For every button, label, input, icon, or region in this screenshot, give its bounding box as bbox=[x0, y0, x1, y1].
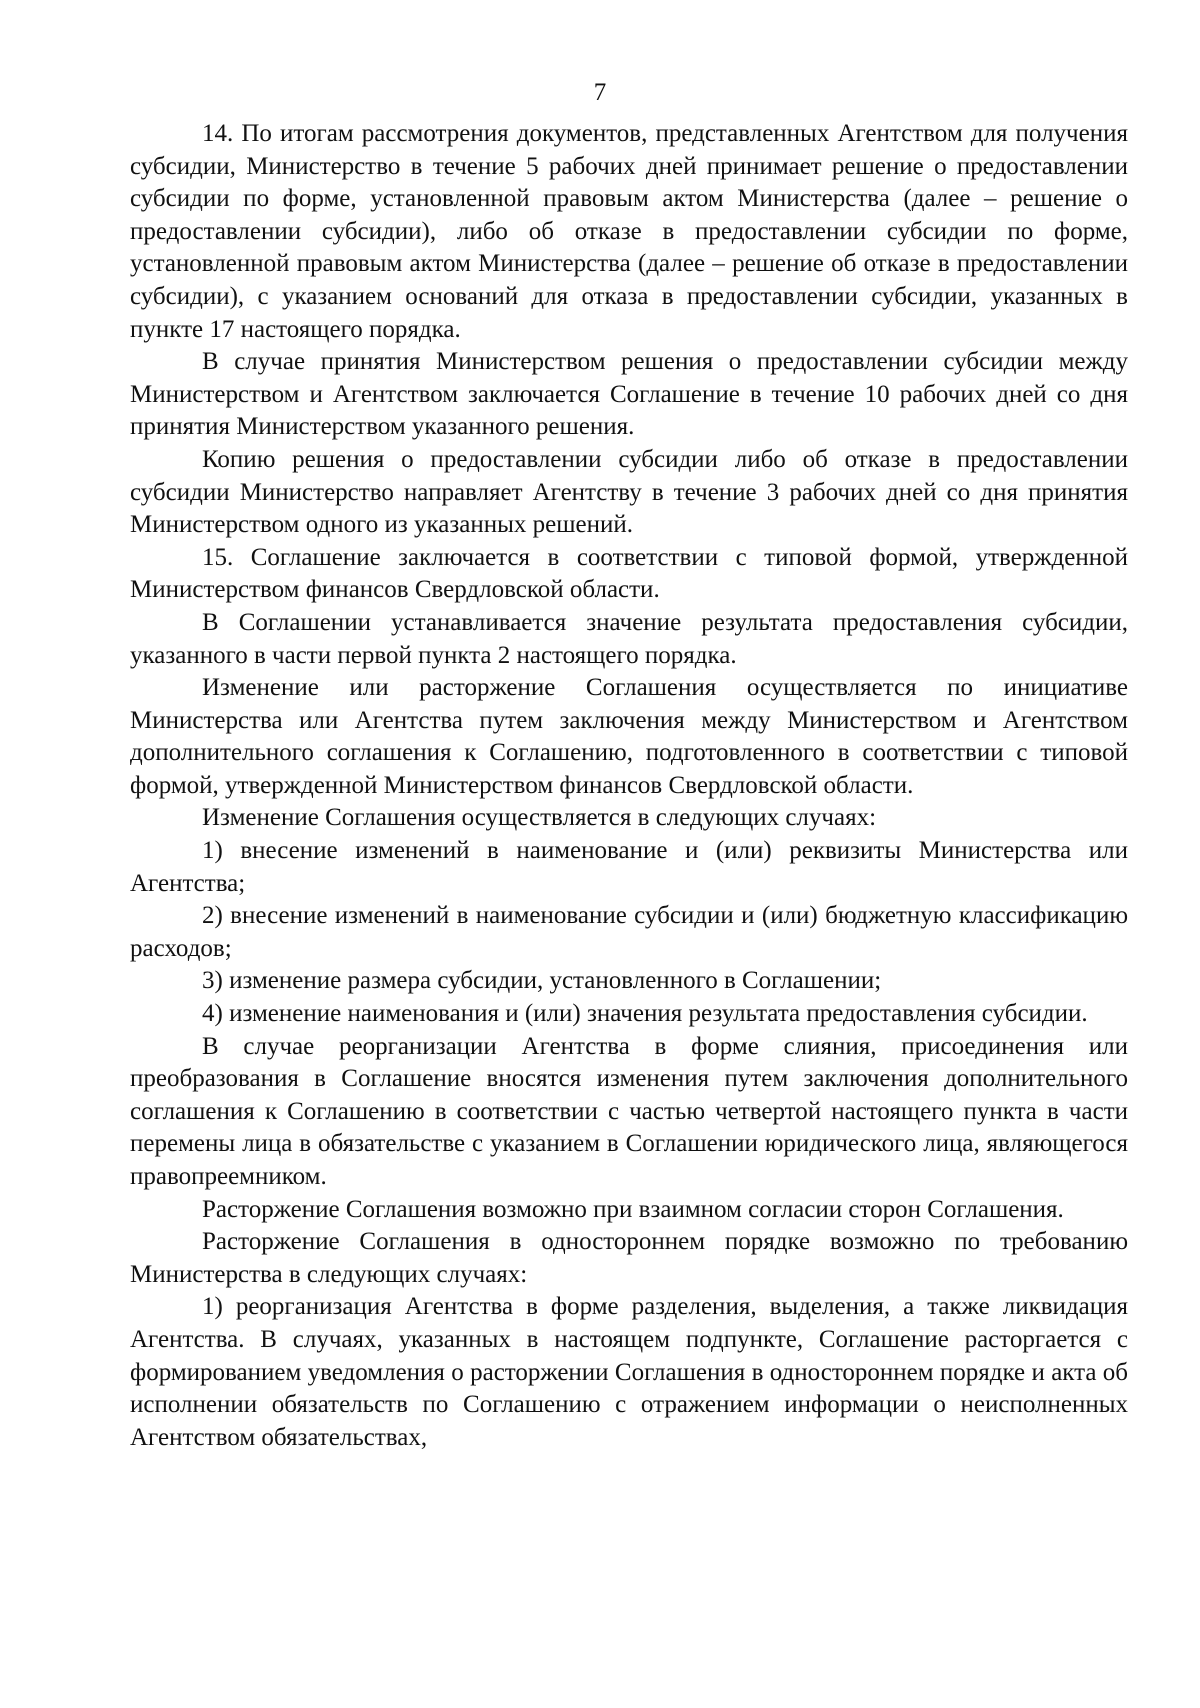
list-item-change-2: 2) внесение изменений в наименование субсидии и (или) бюджетную классификацию расходов; bbox=[130, 902, 1128, 962]
list-item-change-1: 1) внесение изменений в наименование и (или) реквизиты Министерства или Агентства; bbox=[130, 837, 1128, 897]
paragraph-agreement-conclusion: В случае принятия Министерством решения о предоставлении субсидии между Министерством и Агентством заключается Соглашение в течение 10 рабочих дней со дня принятия Министерством указанного решения. bbox=[130, 348, 1128, 441]
paragraph-14: 14. По итогам рассмотрения документов, представленных Агентством для получения субсидии, Министерство в течение 5 рабочих дней принимает решение о предоставлении субсидии по форме, установленной правовым актом Министерства (далее – решение о предоставлении субсидии), либо об отказе в предоставлении субсидии по форме, установленной правовым актом Министерства (далее – решение об отказе в предоставлении субсидии), с указанием оснований для отказа в предоставлении субсидии, указанных в пункте 17 настоящего порядка. bbox=[130, 120, 1128, 343]
list-item-change-4: 4) изменение наименования и (или) значения результата предоставления субсидии. bbox=[202, 1000, 1088, 1028]
paragraph-15: 15. Соглашение заключается в соответствии с типовой формой, утвержденной Министерством финансов Свердловской области. bbox=[130, 543, 1128, 604]
paragraph-decision-copy: Копию решения о предоставлении субсидии либо об отказе в предоставлении субсидии Министерство направляет Агентству в течение 3 рабочих дней со дня принятия Министерством одного из указанных решений. bbox=[130, 445, 1128, 539]
list-item-change-3: 3) изменение размера субсидии, установленного в Соглашении; bbox=[202, 967, 882, 995]
document-body bbox=[130, 118, 1128, 1454]
page-number: 7 bbox=[593, 79, 607, 106]
paragraph-reorganization: В случае реорганизации Агентства в форме слияния, присоединения или преобразования в Соглашение вносятся изменения путем заключения дополнительного соглашения к Соглашению в соответствии с частью четвертой настоящего пункта в части перемены лица в обязательстве с указанием в Соглашении юридического лица, являющегося правопреемником. bbox=[130, 1032, 1128, 1190]
paragraph-change-or-termination: Изменение или расторжение Соглашения осуществляется по инициативе Министерства или Агентства путем заключения между Министерством и Агентством дополнительного соглашения к Соглашению, подготовленного в соответствии с типовой формой, утвержденной Министерством финансов Свердловской области. bbox=[130, 674, 1128, 799]
paragraph-mutual-termination: Расторжение Соглашения возможно при взаимном согласии сторон Соглашения. bbox=[202, 1195, 1064, 1223]
paragraph-change-cases: Изменение Соглашения осуществляется в следующих случаях: bbox=[202, 804, 877, 832]
paragraph-unilateral-termination: Расторжение Соглашения в одностороннем порядке возможно по требованию Министерства в следующих случаях: bbox=[130, 1228, 1128, 1288]
paragraph-result-value: В Соглашении устанавливается значение результата предоставления субсидии, указанного в части первой пункта 2 настоящего порядка. bbox=[130, 608, 1128, 669]
list-item-termination-1: 1) реорганизация Агентства в форме разделения, выделения, а также ликвидация Агентства. В случаях, указанных в настоящем подпункте, Соглашение расторгается с формированием уведомления о расторжении Соглашения в одностороннем порядке и акта об исполнении обязательств по Соглашению с отражением информации о неисполненных Агентством обязательствах, bbox=[130, 1293, 1128, 1451]
